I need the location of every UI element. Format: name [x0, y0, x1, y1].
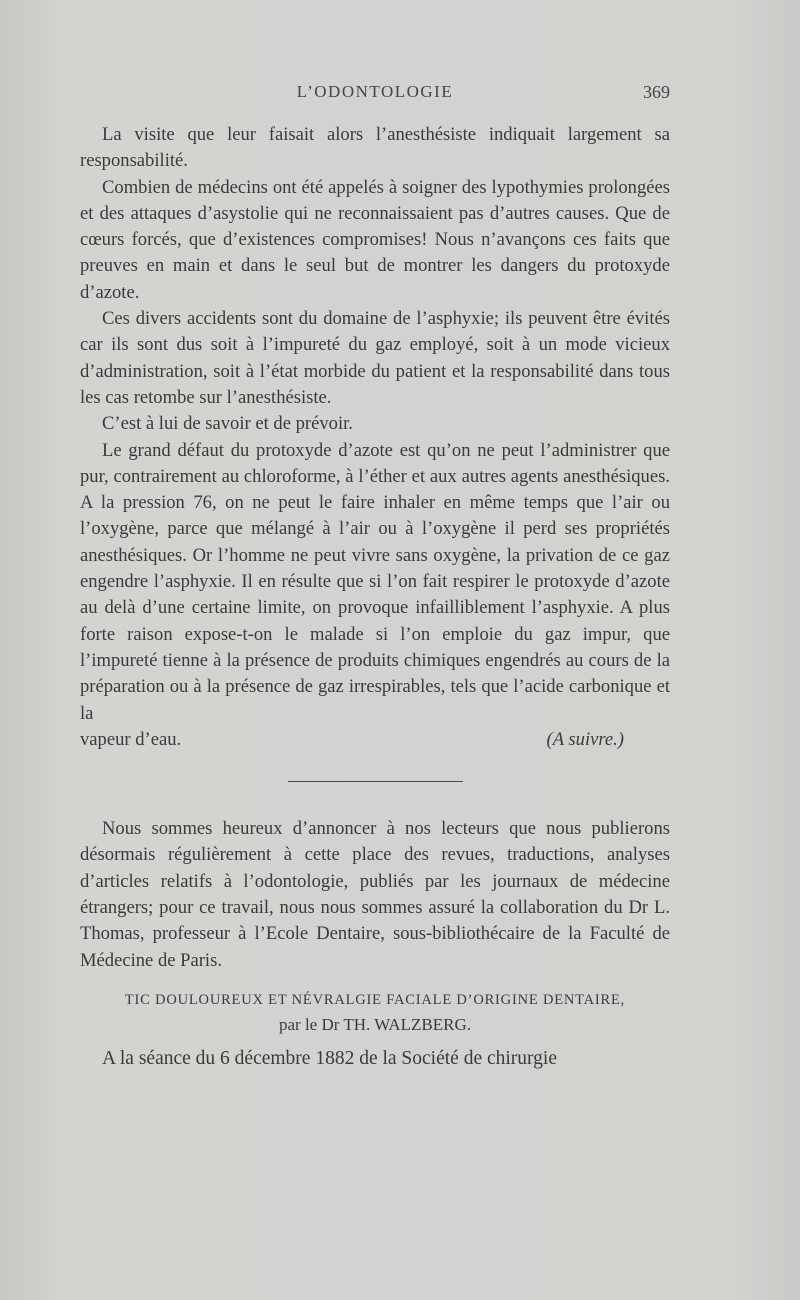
page-number: 369 — [643, 82, 670, 102]
to-be-continued: (A suivre.) — [546, 728, 624, 750]
closing-line — [80, 727, 670, 753]
paragraph-1: La visite que leur faisait alors l’anesthésiste indiquait largement sa responsabilité. — [80, 124, 670, 172]
paragraph-3: Ces divers accidents sont du domaine de l’asphyxie; ils peuvent être évités car ils sont dus soit à l’impureté du gaz employé, soit à un mode vicieux d’administration, soit à l’état morbide du patient et la responsabilité dans tous les cas retombe sur l’anesthésiste. — [80, 308, 670, 408]
paragraph-5: Le grand défaut du protoxyde d’azote est qu’on ne peut l’administrer que pur, contrairement au chloroforme, à l’éther et aux autres agents anesthésiques. A la pression 76, on ne peut le faire inhaler en même temps que l’air ou l’oxygène, parce que mélangé à l’air ou à l’oxygène il perd ses propriétés anesthésiques. Or l’homme ne peut vivre sans oxygène, la privation de ce gaz engendre l’asphyxie. Il en résulte que si l’on fait respirer le protoxyde d’azote au delà d’une certaine limite, on provoque infailliblement l’asphyxie. A plus forte raison expose-t-on le malade si l’on emploie du gaz impur, que l’impureté tienne à la présence de produits chimiques engendrés au cours de la préparation ou à la présence de gaz irrespirables, tels que l’acide carbonique et la — [80, 439, 670, 724]
notice-text: Nous sommes heureux d’annoncer à nos lecteurs que nous publierons désormais régulièrement à cette place des revues, traductions, analyses d’articles relatifs à l’odontologie, publiés par les journaux de médecine étrangers; pour ce travail, nous nous sommes assuré la collaboration du Dr L. Thomas, professeur à l’Ecole Dentaire, sous-bibliothécaire de la Faculté de Médecine de Paris. — [80, 818, 670, 971]
paragraph-2: Combien de médecins ont été appelés à soigner des lypothymies prolongées et des attaques d’asystolie qui ne reconnaissaient pas d’autres causes. Que de cœurs forcés, que d’existences compromises! Nous n’avançons ces faits que preuves en main et dans le seul but de montrer les dangers du protoxyde d’azote. — [80, 176, 670, 303]
running-title: L’ODONTOLOGIE — [296, 82, 454, 101]
closing-text: vapeur d’eau. — [80, 728, 182, 750]
editorial-notice — [80, 816, 670, 974]
section-opening: A la séance du 6 décembre 1882 de la Société de chirurgie — [102, 1047, 558, 1069]
section-divider — [288, 781, 463, 782]
section-title: TIC DOULOUREUX ET NÉVRALGIE FACIALE D’ORIGINE DENTAIRE, — [124, 991, 626, 1008]
section-byline: par le Dr TH. WALZBERG. — [278, 1014, 471, 1034]
page-header — [80, 82, 670, 112]
paragraph-4: C’est à lui de savoir et de prévoir. — [102, 413, 353, 435]
article-body — [80, 122, 670, 1072]
